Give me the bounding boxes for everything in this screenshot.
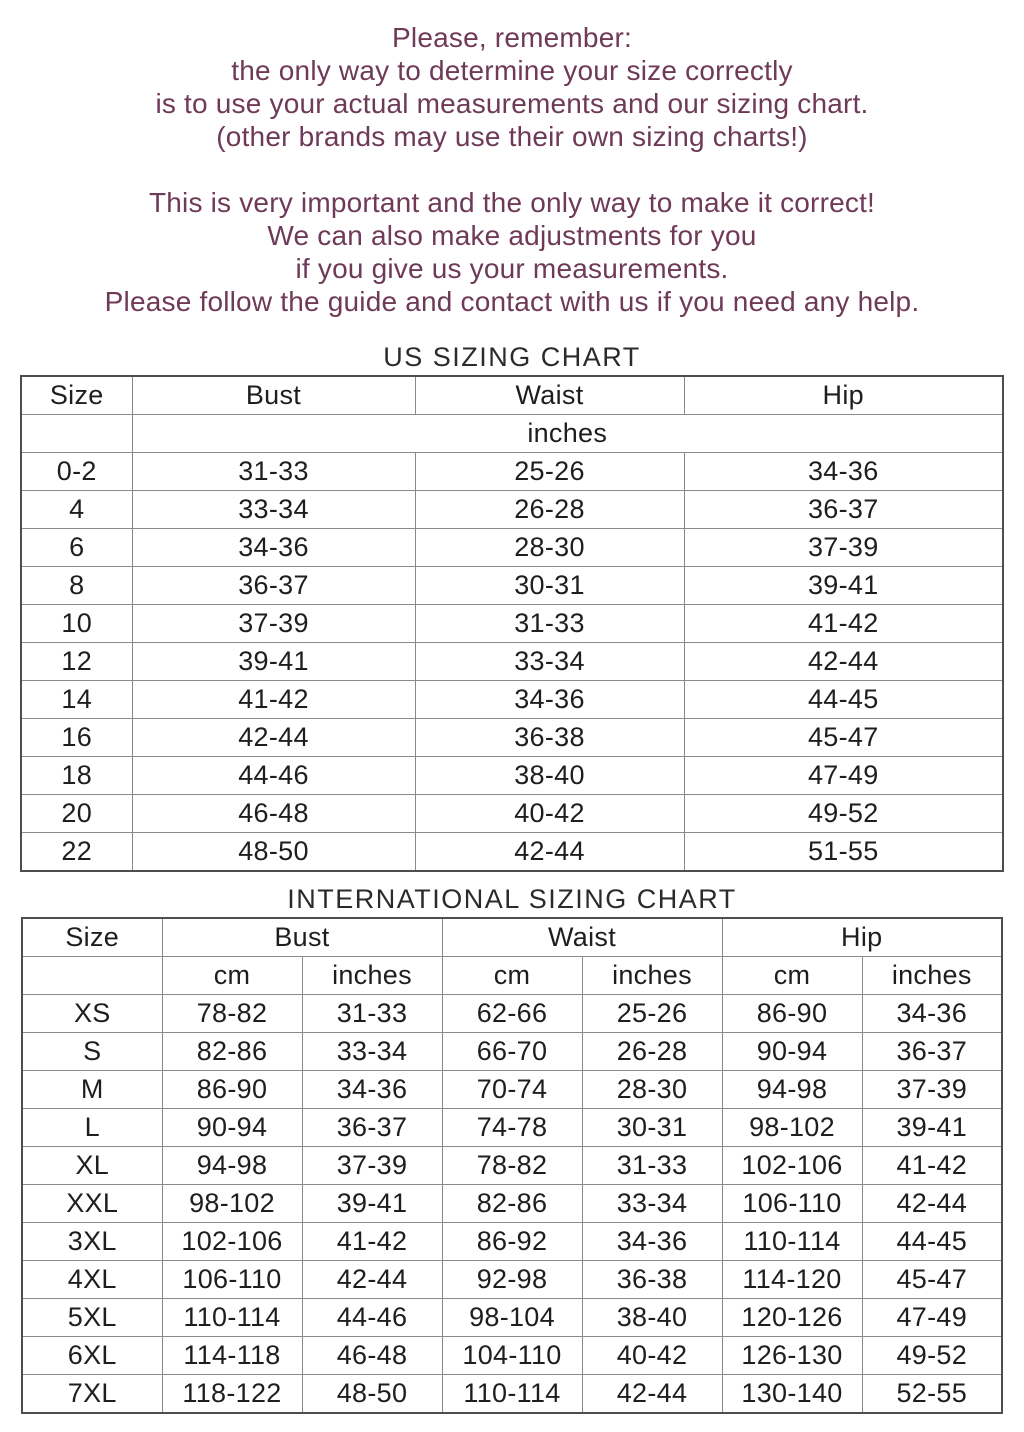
measurement-cell: 48-50 <box>132 833 415 872</box>
table-row <box>22 1375 1002 1414</box>
measurement-cell: 37-39 <box>862 1071 1002 1109</box>
unit-row <box>21 415 1003 453</box>
size-cell: 22 <box>21 833 132 872</box>
measurement-cell: 34-36 <box>415 681 684 719</box>
measurement-cell: 33-34 <box>415 643 684 681</box>
measurement-cell: 39-41 <box>132 643 415 681</box>
measurement-cell: 94-98 <box>722 1071 862 1109</box>
size-cell: 4 <box>21 491 132 529</box>
table-row <box>21 757 1003 795</box>
measurement-cell: 49-52 <box>862 1337 1002 1375</box>
size-cell: L <box>22 1109 162 1147</box>
waist-column-header: Waist <box>415 376 684 415</box>
size-cell: 8 <box>21 567 132 605</box>
measurement-cell: 46-48 <box>302 1337 442 1375</box>
measurement-cell: 31-33 <box>132 453 415 491</box>
size-cell: 14 <box>21 681 132 719</box>
unit-row-empty-cell <box>21 415 132 453</box>
table-row <box>21 833 1003 872</box>
table-row <box>22 1299 1002 1337</box>
measurement-cell: 120-126 <box>722 1299 862 1337</box>
intro-line: if you give us your measurements. <box>295 253 729 284</box>
measurement-cell: 90-94 <box>162 1109 302 1147</box>
measurement-cell: 41-42 <box>684 605 1003 643</box>
measurement-cell: 31-33 <box>302 995 442 1033</box>
measurement-cell: 78-82 <box>442 1147 582 1185</box>
measurement-cell: 102-106 <box>722 1147 862 1185</box>
measurement-cell: 34-36 <box>132 529 415 567</box>
measurement-cell: 106-110 <box>722 1185 862 1223</box>
table-row <box>21 453 1003 491</box>
measurement-cell: 86-92 <box>442 1223 582 1261</box>
table-row <box>21 719 1003 757</box>
table-row <box>22 1033 1002 1071</box>
bust-cm-header: cm <box>162 957 302 995</box>
measurement-cell: 39-41 <box>684 567 1003 605</box>
measurement-cell: 31-33 <box>582 1147 722 1185</box>
intro-line: the only way to determine your size correctly <box>231 55 793 86</box>
measurement-cell: 98-104 <box>442 1299 582 1337</box>
us-chart-title: US SIZING CHART <box>383 342 641 372</box>
measurement-cell: 42-44 <box>415 833 684 872</box>
measurement-cell: 110-114 <box>722 1223 862 1261</box>
measurement-cell: 106-110 <box>162 1261 302 1299</box>
measurement-cell: 41-42 <box>862 1147 1002 1185</box>
measurement-cell: 25-26 <box>582 995 722 1033</box>
measurement-cell: 33-34 <box>582 1185 722 1223</box>
bust-column-header: Bust <box>162 918 442 957</box>
measurement-cell: 44-46 <box>132 757 415 795</box>
measurement-cell: 86-90 <box>722 995 862 1033</box>
size-cell: 18 <box>21 757 132 795</box>
measurement-cell: 42-44 <box>862 1185 1002 1223</box>
table-row <box>22 1147 1002 1185</box>
measurement-cell: 41-42 <box>132 681 415 719</box>
size-cell: XL <box>22 1147 162 1185</box>
us-table-header <box>21 376 1003 453</box>
table-row <box>22 1223 1002 1261</box>
intl-table-body <box>22 995 1002 1414</box>
size-cell: 3XL <box>22 1223 162 1261</box>
measurement-cell: 34-36 <box>684 453 1003 491</box>
measurement-cell: 37-39 <box>302 1147 442 1185</box>
measurement-cell: 38-40 <box>582 1299 722 1337</box>
unit-row <box>22 957 1002 995</box>
measurement-cell: 114-120 <box>722 1261 862 1299</box>
measurement-cell: 25-26 <box>415 453 684 491</box>
table-row <box>22 1337 1002 1375</box>
measurement-cell: 34-36 <box>862 995 1002 1033</box>
size-cell: 5XL <box>22 1299 162 1337</box>
measurement-cell: 36-38 <box>582 1261 722 1299</box>
measurement-cell: 110-114 <box>162 1299 302 1337</box>
measurement-cell: 36-37 <box>862 1033 1002 1071</box>
header-row <box>21 376 1003 415</box>
size-cell: XS <box>22 995 162 1033</box>
measurement-cell: 51-55 <box>684 833 1003 872</box>
measurement-cell: 70-74 <box>442 1071 582 1109</box>
measurement-cell: 114-118 <box>162 1337 302 1375</box>
intro-line: We can also make adjustments for you <box>267 220 757 251</box>
size-cell: 4XL <box>22 1261 162 1299</box>
measurement-cell: 34-36 <box>302 1071 442 1109</box>
measurement-cell: 36-38 <box>415 719 684 757</box>
intro-line: Please follow the guide and contact with us if you need any help. <box>104 286 920 317</box>
measurement-cell: 26-28 <box>415 491 684 529</box>
table-row <box>22 1109 1002 1147</box>
measurement-cell: 28-30 <box>582 1071 722 1109</box>
measurement-cell: 92-98 <box>442 1261 582 1299</box>
table-row <box>22 1071 1002 1109</box>
size-cell: 6XL <box>22 1337 162 1375</box>
measurement-cell: 30-31 <box>582 1109 722 1147</box>
hip-inches-header: inches <box>862 957 1002 995</box>
table-row <box>21 681 1003 719</box>
measurement-cell: 90-94 <box>722 1033 862 1071</box>
measurement-cell: 30-31 <box>415 567 684 605</box>
intl-chart-title: INTERNATIONAL SIZING CHART <box>287 884 737 914</box>
size-cell: 20 <box>21 795 132 833</box>
bust-column-header: Bust <box>132 376 415 415</box>
size-column-header: Size <box>21 376 132 415</box>
us-sizing-table <box>20 375 1004 872</box>
intro-line: Please, remember: <box>392 22 632 53</box>
size-cell: 6 <box>21 529 132 567</box>
measurement-cell: 34-36 <box>582 1223 722 1261</box>
measurement-cell: 38-40 <box>415 757 684 795</box>
measurement-cell: 42-44 <box>302 1261 442 1299</box>
size-cell: 10 <box>21 605 132 643</box>
measurement-cell: 98-102 <box>722 1109 862 1147</box>
table-row <box>22 995 1002 1033</box>
measurement-cell: 39-41 <box>862 1109 1002 1147</box>
measurement-cell: 118-122 <box>162 1375 302 1414</box>
table-row <box>22 1185 1002 1223</box>
measurement-cell: 102-106 <box>162 1223 302 1261</box>
measurement-cell: 40-42 <box>582 1337 722 1375</box>
measurement-cell: 47-49 <box>684 757 1003 795</box>
measurement-cell: 110-114 <box>442 1375 582 1414</box>
measurement-cell: 126-130 <box>722 1337 862 1375</box>
measurement-cell: 44-46 <box>302 1299 442 1337</box>
waist-inches-header: inches <box>582 957 722 995</box>
measurement-cell: 39-41 <box>302 1185 442 1223</box>
measurement-cell: 36-37 <box>684 491 1003 529</box>
measurement-cell: 62-66 <box>442 995 582 1033</box>
measurement-cell: 74-78 <box>442 1109 582 1147</box>
intro-line: (other brands may use their own sizing charts!) <box>216 121 808 152</box>
measurement-cell: 41-42 <box>302 1223 442 1261</box>
header-row <box>22 918 1002 957</box>
paragraph-spacer <box>0 153 1024 186</box>
intl-table-header <box>22 918 1002 995</box>
measurement-cell: 104-110 <box>442 1337 582 1375</box>
measurement-cell: 49-52 <box>684 795 1003 833</box>
hip-column-header: Hip <box>684 376 1003 415</box>
measurement-cell: 46-48 <box>132 795 415 833</box>
table-row <box>21 795 1003 833</box>
measurement-cell: 40-42 <box>415 795 684 833</box>
table-row <box>22 1261 1002 1299</box>
measurement-cell: 98-102 <box>162 1185 302 1223</box>
size-cell: 12 <box>21 643 132 681</box>
measurement-cell: 36-37 <box>302 1109 442 1147</box>
measurement-cell: 42-44 <box>132 719 415 757</box>
measurement-cell: 44-45 <box>862 1223 1002 1261</box>
intro-text-block <box>0 0 1024 318</box>
size-column-header: Size <box>22 918 162 957</box>
measurement-cell: 94-98 <box>162 1147 302 1185</box>
table-row <box>21 491 1003 529</box>
size-cell: XXL <box>22 1185 162 1223</box>
measurement-cell: 37-39 <box>684 529 1003 567</box>
measurement-cell: 44-45 <box>684 681 1003 719</box>
measurement-cell: 37-39 <box>132 605 415 643</box>
intro-line: This is very important and the only way to make it correct! <box>148 187 876 218</box>
measurement-cell: 45-47 <box>684 719 1003 757</box>
measurement-cell: 82-86 <box>442 1185 582 1223</box>
table-row <box>21 567 1003 605</box>
size-cell: 7XL <box>22 1375 162 1414</box>
measurement-cell: 26-28 <box>582 1033 722 1071</box>
table-row <box>21 605 1003 643</box>
bust-inches-header: inches <box>302 957 442 995</box>
size-cell: M <box>22 1071 162 1109</box>
intro-line: is to use your actual measurements and our sizing chart. <box>155 88 869 119</box>
measurement-cell: 130-140 <box>722 1375 862 1414</box>
measurement-cell: 33-34 <box>132 491 415 529</box>
measurement-cell: 82-86 <box>162 1033 302 1071</box>
table-row <box>21 529 1003 567</box>
measurement-cell: 66-70 <box>442 1033 582 1071</box>
measurement-cell: 48-50 <box>302 1375 442 1414</box>
waist-column-header: Waist <box>442 918 722 957</box>
hip-cm-header: cm <box>722 957 862 995</box>
measurement-cell: 86-90 <box>162 1071 302 1109</box>
measurement-cell: 78-82 <box>162 995 302 1033</box>
intl-sizing-table <box>21 917 1003 1414</box>
measurement-cell: 47-49 <box>862 1299 1002 1337</box>
unit-label-cell: inches <box>132 415 1003 453</box>
hip-column-header: Hip <box>722 918 1002 957</box>
measurement-cell: 45-47 <box>862 1261 1002 1299</box>
size-cell: S <box>22 1033 162 1071</box>
us-table-body <box>21 453 1003 872</box>
measurement-cell: 42-44 <box>582 1375 722 1414</box>
waist-cm-header: cm <box>442 957 582 995</box>
measurement-cell: 52-55 <box>862 1375 1002 1414</box>
measurement-cell: 42-44 <box>684 643 1003 681</box>
table-row <box>21 643 1003 681</box>
measurement-cell: 31-33 <box>415 605 684 643</box>
unit-row-empty-cell <box>22 957 162 995</box>
measurement-cell: 33-34 <box>302 1033 442 1071</box>
measurement-cell: 28-30 <box>415 529 684 567</box>
size-cell: 16 <box>21 719 132 757</box>
measurement-cell: 36-37 <box>132 567 415 605</box>
size-cell: 0-2 <box>21 453 132 491</box>
